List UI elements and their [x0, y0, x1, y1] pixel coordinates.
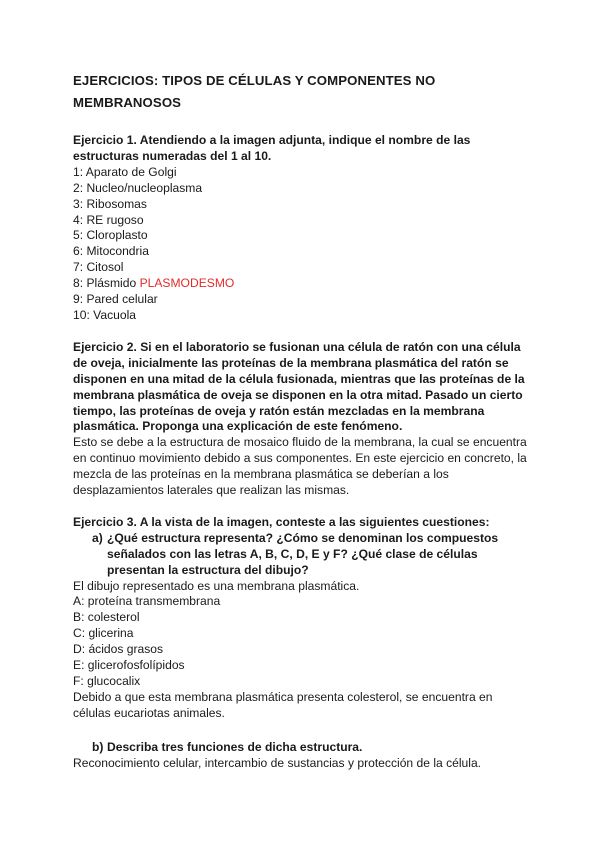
list-item: 1: Aparato de Golgi	[73, 164, 177, 179]
list-item: E: glicerofosfolípidos	[73, 658, 185, 673]
list-item-8	[73, 276, 533, 292]
list-item: 3: Ribosomas	[73, 196, 147, 211]
document-page	[73, 70, 533, 772]
exercise-2	[73, 340, 533, 499]
exercise-3b-text: Describa tres funciones de dicha estructura.	[107, 739, 363, 754]
list-item: D: ácidos grasos	[73, 642, 164, 657]
exercise-3a-label: a)	[92, 530, 103, 545]
exercise-3b-answer: Reconocimiento celular, intercambio de sustancias y protección de la célula.	[73, 755, 482, 770]
list-item: 2: Nucleo/nucleoplasma	[73, 180, 203, 195]
exercise-3a-question	[73, 531, 533, 579]
list-item: F: glucocalix	[73, 674, 141, 688]
document-title: EJERCICIOS: TIPOS DE CÉLULAS Y COMPONENTES NO MEMBRANOSOS	[73, 73, 436, 110]
list-item: 5: Cloroplasto	[73, 228, 148, 243]
exercise-1	[73, 133, 533, 324]
exercise-3-question: Ejercicio 3. A la vista de la imagen, conteste a las siguientes cuestiones:	[73, 514, 490, 529]
list-item: C: glicerina	[73, 626, 134, 641]
correction-annotation: PLASMODESMO	[139, 276, 235, 291]
exercise-3	[73, 515, 533, 772]
list-item: 9: Pared celular	[73, 292, 158, 307]
exercise-2-question: Ejercicio 2. Si en el laboratorio se fusionan una célula de ratón con una célula de oveja, inicialmente las proteínas de la membrana plasmática del ratón se disponen en una mitad de la célula fusionada, mientras que las proteínas de la membrana plasmática de oveja se disponen en la otra mitad. Pasado un cierto tiempo, las proteínas de oveja y ratón están mezcladas en la membrana plasmática. Proponga una explicación de este fenómeno.	[73, 339, 525, 434]
list-item: A: proteína transmembrana	[73, 594, 221, 609]
exercise-3a-intro: El dibujo representado es una membrana plasmática.	[73, 578, 360, 593]
list-item: B: colesterol	[73, 610, 140, 625]
list-item: 4: RE rugoso	[73, 212, 144, 227]
list-item: 7: Citosol	[73, 260, 124, 275]
exercise-2-answer: Esto se debe a la estructura de mosaico fluido de la membrana, la cual se encuentra en continuo movimiento debido a sus componentes. En este ejercicio en concreto, la mezcla de las proteínas en la membrana plasmática se deberían a los desplazamientos laterales que realizan las mismas.	[73, 435, 527, 498]
exercise-3a-text: ¿Qué estructura representa? ¿Cómo se denominan los compuestos señalados con las letras A, B, C, D, E y F? ¿Qué clase de células presentan la estructura del dibujo?	[107, 530, 499, 577]
list-item-8-text: 8: Plásmido	[73, 276, 137, 291]
list-item: 10: Vacuola	[73, 307, 136, 322]
exercise-3b-label: b)	[92, 739, 104, 754]
exercise-1-question: Ejercicio 1. Atendiendo a la imagen adjunta, indique el nombre de las estructuras numeradas del 1 al 10.	[73, 133, 471, 163]
exercise-3b-question	[73, 740, 533, 756]
list-item: 6: Mitocondria	[73, 244, 149, 259]
exercise-3a-conclusion: Debido a que esta membrana plasmática presenta colesterol, se encuentra en células eucariotas animales.	[73, 689, 493, 720]
